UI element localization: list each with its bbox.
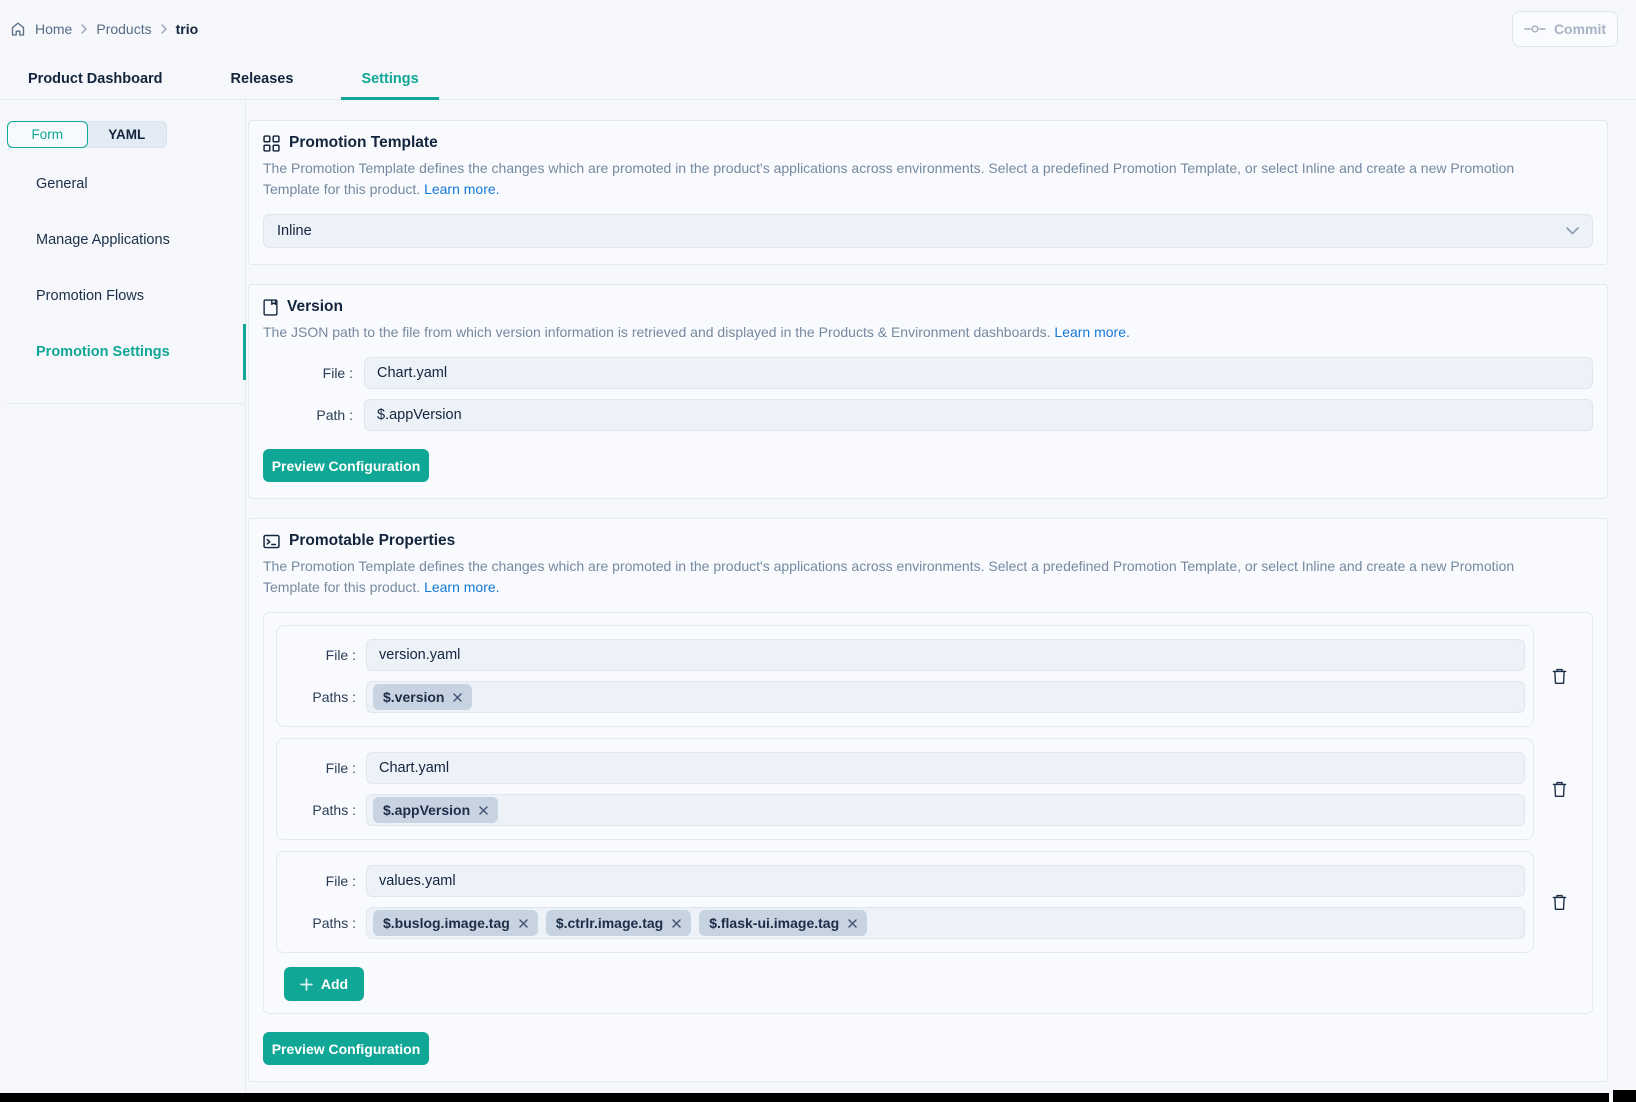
sidebar-divider (7, 403, 245, 404)
version-title: Version (287, 298, 343, 315)
breadcrumb-products[interactable]: Products (96, 21, 152, 37)
chevron-down-icon (1566, 227, 1579, 235)
remove-path-icon[interactable] (453, 693, 462, 702)
bottom-corner (1613, 1090, 1636, 1102)
remove-path-icon[interactable] (848, 919, 857, 928)
tab-releases[interactable]: Releases (230, 70, 294, 87)
property-file-label: File : (325, 647, 356, 663)
learn-more-link[interactable]: Learn more. (424, 579, 500, 595)
breadcrumb (10, 21, 198, 37)
promotable-rows (276, 625, 1580, 953)
property-paths-input[interactable] (366, 907, 1525, 939)
property-fields (276, 851, 1534, 953)
version-description (263, 322, 1535, 343)
delete-property-button[interactable] (1546, 776, 1572, 802)
promotion-template-description-text: The Promotion Template defines the changes which are promoted in the product's applications across environments. Select a predefined Promotion Template, or select Inline and create a new Promotion Template for this product. (263, 160, 1515, 197)
home-icon[interactable] (10, 21, 26, 37)
git-commit-icon (1524, 23, 1546, 35)
trash-icon (1551, 667, 1568, 685)
sidebar-item-manage-applications[interactable]: Manage Applications (36, 232, 170, 248)
delete-property-button[interactable] (1546, 889, 1572, 915)
promotable-properties-list (263, 612, 1593, 1014)
terminal-icon (263, 533, 280, 550)
property-paths-label: Paths : (312, 802, 356, 818)
chevron-right-icon (81, 24, 87, 34)
property-paths-input[interactable] (366, 681, 1525, 713)
promotion-template-select[interactable] (263, 214, 1593, 248)
sidebar-item-promotion-settings[interactable]: Promotion Settings (0, 324, 245, 380)
version-description-text: The JSON path to the file from which version information is retrieved and displayed in the Products & Environment dashboards. (263, 324, 1051, 340)
sidebar (0, 100, 246, 1101)
sidebar-menu (0, 156, 245, 380)
property-fields (276, 738, 1534, 840)
tab-bar (0, 58, 1636, 100)
promotion-template-title: Promotion Template (289, 134, 438, 151)
path-chip (699, 910, 867, 936)
path-chip (546, 910, 691, 936)
promotable-properties-header (263, 531, 1593, 551)
promotable-property-row (276, 738, 1580, 840)
promotable-preview-configuration-button[interactable]: Preview Configuration (263, 1032, 429, 1065)
version-file-label: File : (322, 365, 353, 381)
view-toggle (7, 121, 167, 148)
property-file-row (277, 865, 1525, 897)
body (0, 100, 1636, 1101)
path-chip (373, 910, 538, 936)
property-file-label: File : (325, 873, 356, 889)
version-path-label: Path : (316, 407, 353, 423)
trash-icon (1551, 780, 1568, 798)
version-path-row (263, 399, 1593, 431)
property-paths-row (277, 681, 1525, 713)
path-chip-label: $.flask-ui.image.tag (709, 915, 840, 931)
promotable-property-row (276, 851, 1580, 953)
promotable-properties-description-text: The Promotion Template defines the changes which are promoted in the product's applications across environments. Select a predefined Promotion Template, or select Inline and create a new Promotion Template for this product. (263, 558, 1515, 595)
version-file-row (263, 357, 1593, 389)
add-property-button[interactable] (284, 967, 364, 1001)
path-chip-label: $.ctrlr.image.tag (555, 915, 664, 931)
breadcrumb-home[interactable]: Home (35, 21, 73, 37)
remove-path-icon[interactable] (672, 919, 681, 928)
path-chip-label: $.version (383, 689, 445, 705)
remove-path-icon[interactable] (519, 919, 528, 928)
property-file-input[interactable] (366, 865, 1525, 897)
path-chip-label: $.appVersion (383, 802, 471, 818)
plus-icon (300, 978, 313, 991)
promotable-property-row (276, 625, 1580, 727)
delete-property-button[interactable] (1546, 663, 1572, 689)
sidebar-item-general[interactable]: General (36, 176, 88, 192)
property-paths-input[interactable] (366, 794, 1525, 826)
chevron-right-icon (161, 24, 167, 34)
promotion-template-header (263, 133, 1593, 153)
property-file-input[interactable] (366, 639, 1525, 671)
tab-settings[interactable]: Settings (341, 58, 438, 99)
path-chip-label: $.buslog.image.tag (383, 915, 510, 931)
commit-button[interactable] (1512, 11, 1618, 47)
commit-button-label: Commit (1553, 21, 1607, 37)
version-file-input[interactable] (364, 357, 1593, 389)
property-file-input[interactable] (366, 752, 1525, 784)
property-paths-row (277, 907, 1525, 939)
learn-more-link[interactable]: Learn more. (1054, 324, 1130, 340)
property-file-row (277, 639, 1525, 671)
property-file-row (277, 752, 1525, 784)
promotion-template-description (263, 158, 1535, 200)
learn-more-link[interactable]: Learn more. (424, 181, 500, 197)
trash-icon (1551, 893, 1568, 911)
toggle-form[interactable]: Form (7, 121, 88, 148)
promotable-properties-card (248, 518, 1608, 1082)
promotable-properties-title: Promotable Properties (289, 532, 456, 549)
sidebar-item-promotion-flows[interactable]: Promotion Flows (36, 288, 144, 304)
property-paths-row (277, 794, 1525, 826)
version-path-input[interactable] (364, 399, 1593, 431)
property-paths-label: Paths : (312, 915, 356, 931)
tab-product-dashboard[interactable]: Product Dashboard (28, 70, 163, 87)
add-property-button-label: Add (320, 976, 349, 992)
version-card (248, 284, 1608, 499)
property-file-label: File : (325, 760, 356, 776)
version-preview-configuration-button[interactable]: Preview Configuration (263, 449, 429, 482)
property-paths-label: Paths : (312, 689, 356, 705)
topbar (0, 0, 1636, 58)
version-header (263, 297, 1593, 317)
version-file-icon (263, 299, 278, 316)
remove-path-icon[interactable] (479, 806, 488, 815)
promotion-template-select-value: Inline (277, 223, 312, 239)
bottom-bar (0, 1093, 1609, 1102)
promotion-template-card (248, 120, 1608, 265)
settings-content (246, 100, 1636, 1101)
path-chip (373, 797, 498, 823)
promotable-properties-description (263, 556, 1535, 598)
path-chip (373, 684, 472, 710)
breadcrumb-current: trio (175, 21, 199, 37)
toggle-yaml[interactable]: YAML (84, 121, 168, 148)
template-icon (263, 135, 280, 152)
property-fields (276, 625, 1534, 727)
